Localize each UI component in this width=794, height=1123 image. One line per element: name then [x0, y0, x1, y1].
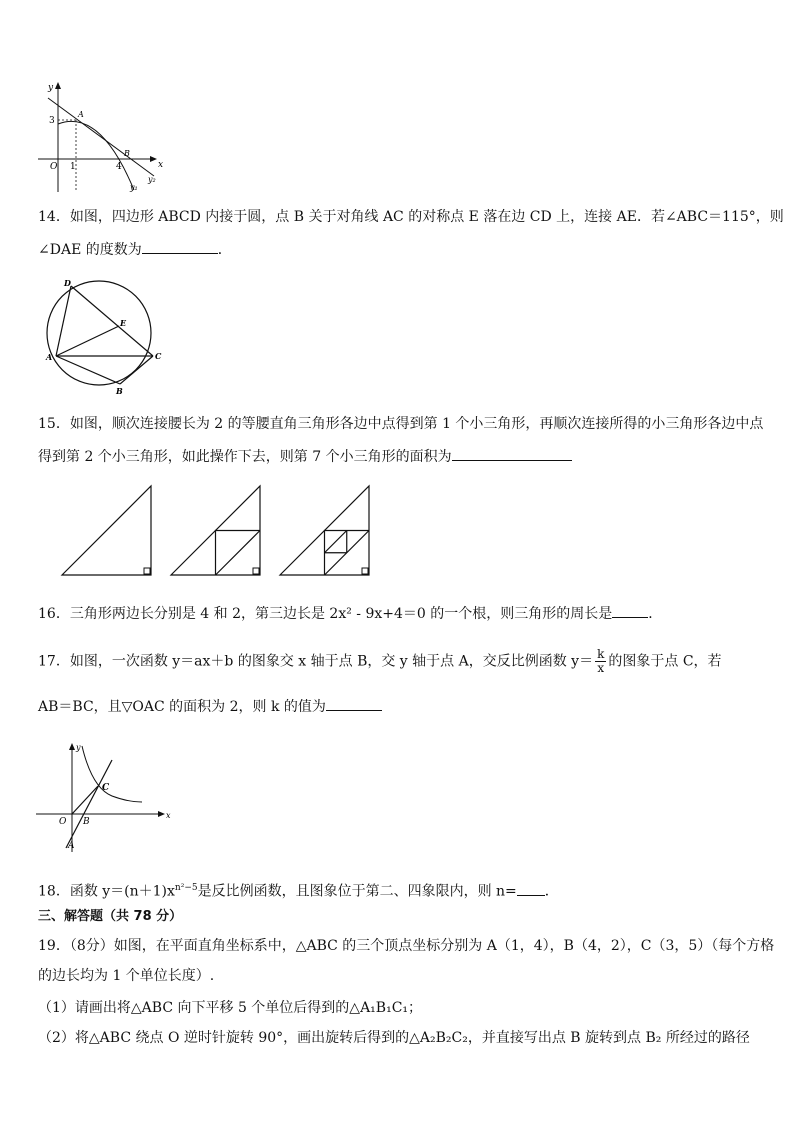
graph13-y-label: y: [48, 83, 54, 93]
q16-answer-blank[interactable]: [612, 603, 648, 618]
q19-sub1: （1）请画出将△ABC 向下平移 5 个单位后得到的△A₁B₁C₁；: [38, 1000, 423, 1016]
q15-line2: [38, 446, 572, 467]
graph13-tick-3: 3: [49, 116, 55, 126]
graph-q17: [32, 740, 180, 856]
q16-end: ．: [648, 606, 663, 622]
q14-label-E: E: [120, 318, 127, 328]
graph13-origin: O: [50, 162, 58, 172]
q17-graph-A: A: [68, 841, 75, 851]
triangles-figure-q15: [56, 480, 382, 580]
q17-line1-b: 的图象于点 C，若: [608, 653, 722, 670]
q18-text-b: 是反比例函数，且图象位于第二、四象限内，则 n=: [197, 883, 517, 900]
q17-line1: [38, 648, 722, 675]
graph-q13: [30, 80, 170, 198]
q14-line2-end: ．: [217, 242, 232, 258]
q16-line: [38, 603, 662, 624]
graph13-point-A: A: [78, 110, 84, 119]
q15-line2-text: 得到第 2 个小三角形，如此操作下去，则第 7 个小三角形的面积为: [38, 449, 452, 465]
q14-line2-text: ∠DAE 的度数为: [38, 242, 142, 258]
circle-figure-q14: [36, 276, 172, 396]
q17-line1-a: 17．如图，一次函数 y＝ax＋b 的图象交 x 轴于点 B，交 y 轴于点 A，交反比例函数 y＝: [38, 653, 594, 670]
q17-line2: [38, 696, 382, 717]
q14-label-B: B: [116, 386, 123, 396]
section-3-title: 三、解答题（共 78 分）: [38, 909, 183, 924]
triangle-stage-3: [280, 486, 369, 575]
q17-answer-blank[interactable]: [326, 696, 382, 711]
q18-text-a: 18．函数 y＝(n＋1)x: [38, 883, 175, 900]
q17-line2-text: AB＝BC，且▽OAC 的面积为 2，则 k 的值为: [38, 699, 326, 715]
triangle-stage-1: [62, 486, 151, 575]
q14-label-A: A: [46, 352, 53, 362]
graph13-tick-4: 4: [116, 162, 122, 172]
q15-line1: 15．如图，顺次连接腰长为 2 的等腰直角三角形各边中点得到第 1 个小三角形，再顺次连接所得的小三角形各边中点: [38, 416, 764, 432]
q14-answer-blank[interactable]: [142, 239, 218, 254]
q14-line1: 14．如图，四边形 ABCD 内接于圆，点 B 关于对角线 AC 的对称点 E 落在边 CD 上，连接 AE．若∠ABC＝115°，则: [38, 209, 784, 225]
q15-answer-blank[interactable]: [452, 446, 572, 461]
graph13-x-label: x: [158, 160, 164, 170]
q17-fraction: [595, 648, 606, 675]
graph13-y2-label: y₂: [148, 175, 156, 184]
q16-text: 16．三角形两边长分别是 4 和 2，第三边长是 2x² - 9x+4＝0 的一个根，则三角形的周长是: [38, 606, 613, 622]
graph13-tick-1: 1: [70, 162, 76, 172]
q14-label-D: D: [64, 278, 71, 288]
q19-sub2: （2）将△ABC 绕点 O 逆时针旋转 90°，画出旋转后得到的△A₂B₂C₂，并直接写出点 B 旋转到点 B₂ 所经过的路径: [38, 1030, 750, 1046]
q14-line2: [38, 239, 232, 260]
graph13-point-B: B: [124, 149, 130, 158]
graph13-y1-label: y₁: [130, 183, 138, 192]
q18-line: [38, 878, 559, 902]
q18-answer-blank[interactable]: [517, 881, 545, 896]
q17-frac-den: x: [597, 661, 605, 675]
triangle-stage-2: [171, 486, 260, 575]
q17-graph-y: y: [76, 743, 81, 752]
q18-exponent: n²−5: [174, 883, 198, 893]
q14-label-C: C: [155, 351, 162, 361]
q17-graph-O: O: [59, 817, 67, 827]
q19-line1: 19．（8分）如图，在平面直角坐标系中，△ABC 的三个顶点坐标分别为 A（1，4），B（4，2），C（3，5）（每个方格: [38, 938, 775, 954]
q17-frac-num: k: [597, 647, 605, 661]
q17-graph-x: x: [166, 811, 171, 820]
q17-graph-B: B: [83, 817, 90, 827]
q18-end: ．: [544, 883, 559, 900]
q17-graph-C: C: [102, 783, 110, 793]
q19-line2: 的边长均为 1 个单位长度）.: [38, 968, 215, 984]
